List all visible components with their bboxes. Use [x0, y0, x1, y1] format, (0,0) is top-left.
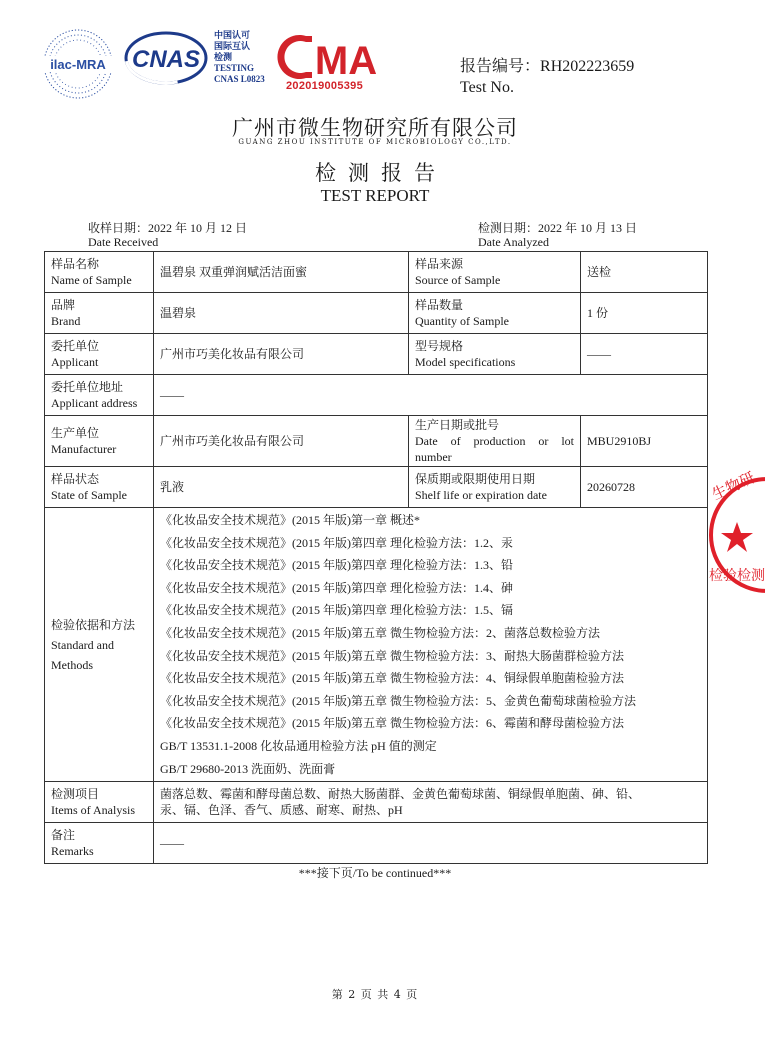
- report-no-value: RH202223659: [540, 58, 635, 75]
- manufacturer-value: 广州市巧美化妆品有限公司: [154, 416, 409, 467]
- items-value: [154, 782, 708, 823]
- label-cn: 样品状态: [51, 472, 100, 486]
- label-cn: 委托单位: [51, 339, 100, 353]
- method-item: 《化妆品安全技术规范》(2015 年版)第五章 微生物检验方法：2、菌落总数检验方法: [160, 625, 600, 640]
- analyzed-label: 检测日期：: [478, 221, 539, 235]
- state-label: [45, 467, 154, 508]
- method-item: 《化妆品安全技术规范》(2015 年版)第四章 理化检验方法：1.3、铅: [160, 558, 513, 573]
- table-row: [45, 375, 708, 416]
- production-value: MBU2910BJ: [581, 416, 708, 467]
- cnas-line-3: 检测: [214, 52, 233, 62]
- label-cn: 型号规格: [415, 339, 464, 353]
- label-en: Applicant: [51, 355, 99, 369]
- date-analyzed: [478, 221, 637, 249]
- label-en-1: Standard and: [51, 637, 114, 652]
- label-en: Remarks: [51, 844, 94, 859]
- method-item: 《化妆品安全技术规范》(2015 年版)第四章 理化检验方法：1.2、汞: [160, 535, 513, 550]
- label-en-2: number: [415, 450, 452, 464]
- items-line-1: 菌落总数、霉菌和酵母菌总数、耐热大肠菌群、金黄色葡萄球菌、铜绿假单胞菌、砷、铅、: [160, 787, 641, 802]
- source-label: [409, 252, 581, 293]
- quantity-value: 1 份: [581, 293, 708, 334]
- seal-text-top: 生物研: [709, 468, 758, 504]
- ilac-text: ilac-MRA: [50, 57, 106, 72]
- seal-text-bottom: 检验检测: [709, 568, 765, 584]
- label-en: Quantity of Sample: [415, 314, 509, 328]
- cma-text: MA: [314, 39, 378, 83]
- label-cn: 保质期或限期使用日期: [415, 472, 536, 486]
- label-cn: 样品数量: [415, 298, 464, 312]
- remarks-value: ——: [154, 823, 708, 864]
- report-no-label-en: Test No.: [460, 79, 514, 96]
- table-row: [45, 467, 708, 508]
- cma-logo: [284, 32, 382, 82]
- state-value: 乳液: [154, 467, 409, 508]
- cnas-line-4: TESTING: [214, 63, 255, 73]
- sample-name-label: [45, 252, 154, 293]
- method-item: 《化妆品安全技术规范》(2015 年版)第五章 微生物检验方法：6、霉菌和酵母菌检验方法: [160, 716, 624, 731]
- page-number: 第 2 页 共 4 页: [331, 988, 419, 1001]
- label-en-1: Date of production or lot: [415, 434, 574, 448]
- cnas-line-1: 中国认可: [214, 30, 251, 40]
- cnas-line-2: 国际互认: [214, 41, 251, 51]
- items-label: [45, 782, 154, 823]
- label-en: Shelf life or expiration date: [415, 488, 547, 502]
- report-title-en: TEST REPORT: [320, 186, 430, 205]
- table-row: [45, 508, 708, 782]
- analyzed-value: 2022 年 10 月 13 日: [538, 221, 638, 235]
- model-value: ——: [581, 334, 708, 375]
- report-no-label: 报告编号：: [460, 58, 541, 75]
- method-item: 《化妆品安全技术规范》(2015 年版)第四章 理化检验方法：1.4、砷: [160, 580, 513, 595]
- label-cn: 检测项目: [51, 787, 100, 802]
- shelf-life-label: [409, 467, 581, 508]
- cnas-certification-text: [214, 30, 265, 85]
- method-item: 《化妆品安全技术规范》(2015 年版)第五章 微生物检验方法：3、耐热大肠菌群检验方法: [160, 648, 624, 663]
- standard-label: [45, 508, 154, 782]
- label-en-2: Methods: [51, 657, 93, 672]
- label-cn: 委托单位地址: [51, 380, 124, 394]
- report-title-cn: 检测报告: [315, 161, 447, 185]
- official-seal: [705, 470, 765, 600]
- received-label: 收样日期：: [88, 221, 149, 235]
- brand-value: 温碧泉: [154, 293, 409, 334]
- label-cn: 品牌: [51, 298, 76, 312]
- source-value: 送检: [581, 252, 708, 293]
- received-label-en: Date Received: [88, 235, 159, 249]
- date-received: [88, 221, 247, 249]
- methods-list: [154, 508, 708, 782]
- institute-name-cn: 广州市微生物研究所有限公司: [232, 116, 518, 140]
- label-cn: 样品来源: [415, 257, 464, 271]
- applicant-label: [45, 334, 154, 375]
- report-number: [460, 56, 634, 98]
- table-row: [45, 416, 708, 467]
- cnas-logo: [124, 28, 208, 88]
- institute-name-en: GUANG ZHOU INSTITUTE OF MICROBIOLOGY CO.,LTD.: [238, 138, 512, 146]
- applicant-value: 广州市巧美化妆品有限公司: [154, 334, 409, 375]
- quantity-label: [409, 293, 581, 334]
- label-en: Model specifications: [415, 355, 516, 369]
- label-en: Brand: [51, 314, 81, 328]
- ilac-mra-logo: [36, 26, 120, 102]
- label-en: Source of Sample: [415, 273, 501, 287]
- cma-number: 202019005395: [286, 80, 364, 92]
- table-row: [45, 252, 708, 293]
- sample-name-value: 温碧泉 双重弹润赋活洁面蜜: [154, 252, 409, 293]
- brand-label: [45, 293, 154, 334]
- method-item: 《化妆品安全技术规范》(2015 年版)第五章 微生物检验方法：4、铜绿假单胞菌检验方法: [160, 671, 624, 686]
- address-value: ——: [154, 375, 708, 416]
- analyzed-label-en: Date Analyzed: [478, 235, 549, 249]
- table-row: [45, 293, 708, 334]
- label-cn: 备注: [51, 828, 76, 843]
- address-label: [45, 375, 154, 416]
- shelf-life-value: 20260728: [581, 467, 708, 508]
- method-item: 《化妆品安全技术规范》(2015 年版)第一章 概述*: [160, 513, 420, 527]
- model-label: [409, 334, 581, 375]
- cnas-line-5: CNAS L0823: [214, 74, 265, 84]
- manufacturer-label: [45, 416, 154, 467]
- table-row: [45, 782, 708, 823]
- label-cn: 样品名称: [51, 257, 100, 271]
- received-value: 2022 年 10 月 12 日: [148, 221, 248, 235]
- label-en: Items of Analysis: [51, 803, 135, 818]
- label-en: Name of Sample: [51, 273, 132, 287]
- items-line-2: 汞、镉、色泽、香气、质感、耐寒、耐热、pH: [160, 803, 403, 818]
- label-cn: 检验依据和方法: [51, 617, 136, 632]
- method-item: GB/T 29680-2013 洗面奶、洗面膏: [160, 761, 336, 776]
- continued-note: ***接下页/To be continued***: [298, 866, 452, 880]
- label-en: State of Sample: [51, 488, 127, 502]
- table-row: [45, 334, 708, 375]
- label-en: Applicant address: [51, 396, 138, 410]
- cnas-text: CNAS: [131, 46, 201, 73]
- production-label: [409, 416, 581, 467]
- method-item: GB/T 13531.1-2008 化妆品通用检验方法 pH 值的测定: [160, 738, 437, 753]
- remarks-label: [45, 823, 154, 864]
- method-item: 《化妆品安全技术规范》(2015 年版)第四章 理化检验方法：1.5、镉: [160, 603, 513, 618]
- label-cn: 生产日期或批号: [415, 418, 500, 432]
- sample-info-table: [44, 251, 708, 864]
- method-item: 《化妆品安全技术规范》(2015 年版)第五章 微生物检验方法：5、金黄色葡萄球菌检验方法: [160, 693, 636, 708]
- label-cn: 生产单位: [51, 426, 100, 440]
- table-row: [45, 823, 708, 864]
- label-en: Manufacturer: [51, 442, 117, 456]
